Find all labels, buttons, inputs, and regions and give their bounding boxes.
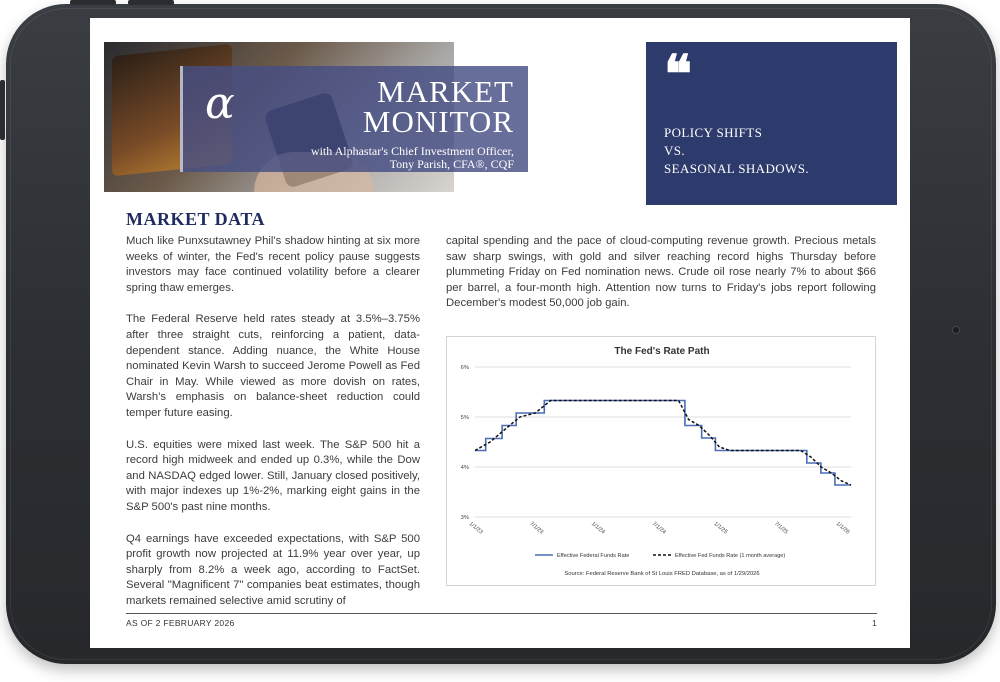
title-line-monitor: MONITOR (362, 104, 514, 139)
quote-line: VS. (664, 143, 686, 158)
article-column-right (446, 234, 876, 328)
x-tick-label: 1/1/26 (834, 520, 851, 536)
y-tick-label: 3% (460, 515, 469, 521)
title-box (180, 66, 528, 172)
footer-divider (126, 613, 877, 614)
chart-title: The Fed's Rate Path (614, 346, 710, 357)
quote-line: POLICY SHIFTS (664, 125, 763, 140)
footer-date: AS OF 2 FEBRUARY 2026 (126, 618, 235, 628)
quote-author: -TONY PARISH (664, 203, 755, 217)
y-tick-label: 4% (460, 465, 469, 471)
chart-canvas (447, 337, 877, 587)
x-tick-label: 1/1/25 (712, 520, 729, 536)
article-paragraph: The Federal Reserve held rates steady at 3.5%–3.75% after three straight cuts, reinforcing a patient, data-dependent stance. Adding nuance, the White House nominated Kevin Warsh to succeed Jerome Powell as Fed Chair in May. While viewed as more dovish on rates, Warsh's emphasis on balance-sheet reduction could temper future easing. (126, 313, 420, 419)
quote-line: SEASONAL SHADOWS. (664, 161, 809, 176)
section-title: MARKET DATA (126, 209, 266, 229)
article-paragraph: capital spending and the pace of cloud-computing revenue growth. Precious metals saw sharp swings, with gold and silver reaching record highs Thursday before plummeting Friday on Fed nomination news. Crude oil rose nearly 7% to about $66 per barrel, a four-month high. Attention now turns to Friday's jobs report following December's modest 50,000 job gain. (446, 235, 876, 310)
quote-icon: ❝ (664, 44, 692, 105)
pull-quote (646, 42, 897, 217)
side-button (0, 80, 5, 140)
subtitle-line: with Alphastar's Chief Investment Officer, (310, 144, 514, 158)
legend-label: Effective Fed Funds Rate (1 month average) (675, 553, 786, 559)
x-tick-label: 7/1/23 (528, 520, 545, 536)
tablet-screen (90, 18, 910, 648)
camera-dot (952, 326, 960, 334)
x-tick-label: 1/1/24 (589, 520, 606, 536)
rate-path-chart (446, 336, 876, 586)
article-paragraph: U.S. equities were mixed last week. The S&P 500 hit a record high midweek and ended up 0.3%, while the Dow and NASDAQ edged lower. Still, January closed positively, with major indexes up 1%-2%, marking eight gains in the S&P 500's past nine months. (126, 438, 420, 513)
article-paragraph: Much like Punxsutawney Phil's shadow hinting at six more weeks of winter, the Fed's recent policy pause suggests investors may face continued volatility before a clearer spring thaw emerges. (126, 235, 420, 294)
title-line-market: MARKET (377, 74, 514, 109)
power-button (128, 0, 174, 5)
subtitle-line: Tony Parish, CFA®, CQF (389, 157, 514, 171)
legend-label: Effective Federal Funds Rate (557, 553, 630, 559)
chart-source: Source: Federal Reserve Bank of St Louis FRED Database, as of 1/29/2026 (564, 571, 760, 577)
page-number: 1 (872, 618, 877, 628)
x-tick-label: 1/1/23 (467, 520, 484, 536)
y-tick-label: 6% (460, 365, 469, 371)
series-line (475, 401, 851, 486)
alpha-logo: α (205, 78, 235, 129)
article-column-left (126, 234, 420, 625)
x-tick-label: 7/1/24 (650, 520, 667, 536)
y-tick-label: 5% (460, 415, 469, 421)
article-paragraph: Q4 earnings have exceeded expectations, with S&P 500 profit growth now projected at 11.9% year over year, up sharply from 8.2% a week ago, according to FactSet. Several "Magnificent 7" companies beat estimates, though markets remained selective amid scrutiny of (126, 532, 420, 607)
x-tick-label: 7/1/25 (773, 520, 789, 536)
volume-button (70, 0, 116, 5)
quote-text (664, 124, 809, 178)
